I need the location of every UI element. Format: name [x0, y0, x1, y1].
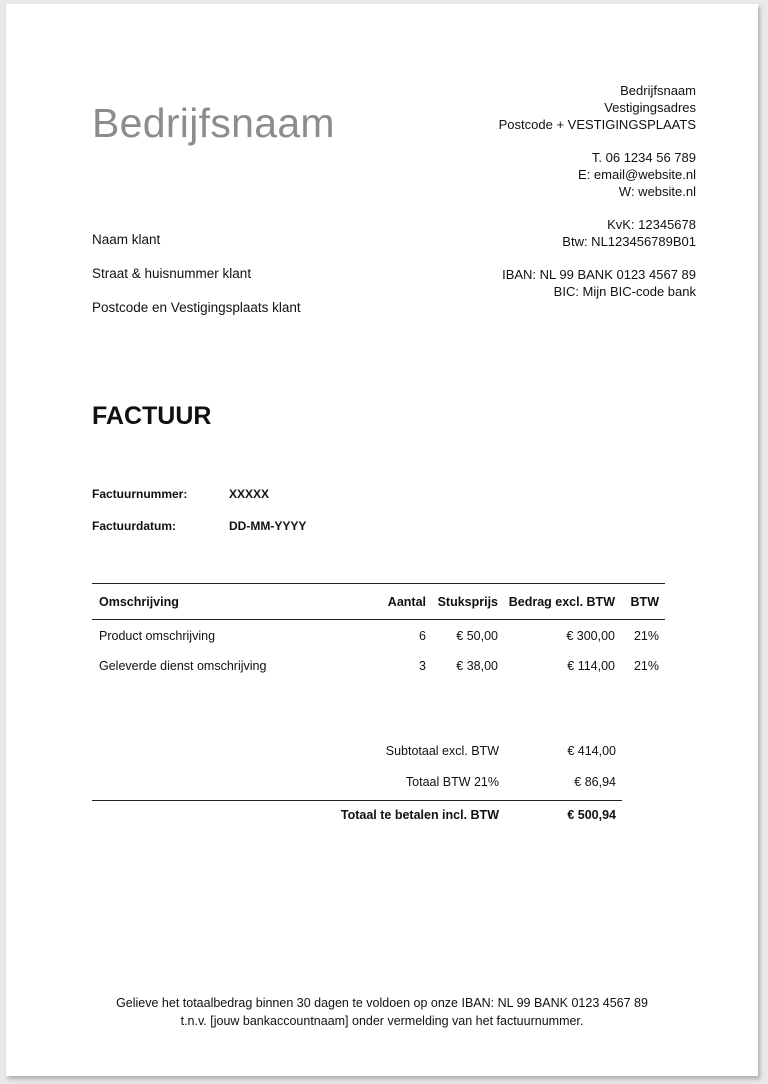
row-vat: 21% — [633, 659, 659, 673]
client-name: Naam klant — [92, 232, 161, 247]
header-unit-price: Stuksprijs — [437, 595, 498, 609]
sender-bank — [499, 266, 696, 300]
sender-contact — [499, 149, 696, 200]
sender-address-line: Postcode + VESTIGINGSPLAATS — [498, 117, 696, 132]
row-description: Geleverde dienst omschrijving — [99, 659, 267, 673]
sender-address-line: Vestigingsadres — [604, 100, 696, 115]
totals-rule — [92, 800, 622, 801]
row-vat: 21% — [633, 629, 659, 643]
sender-address — [499, 82, 696, 133]
row-unit-price: € 50,00 — [456, 629, 498, 643]
header-vat: BTW — [630, 595, 659, 609]
sender-email: E: email@website.nl — [578, 167, 696, 182]
subtotal-value: € 414,00 — [567, 744, 616, 758]
payment-instructions-line: Gelieve het totaalbedrag binnen 30 dagen te voldoen op onze IBAN: NL 99 BANK 0123 4567 89 — [116, 996, 648, 1010]
row-description: Product omschrijving — [99, 629, 216, 643]
header-quantity: Aantal — [387, 595, 426, 609]
grand-total-value: € 500,94 — [567, 808, 616, 822]
invoice-date-label: Factuurdatum: — [92, 519, 176, 533]
sender-phone: T. 06 1234 56 789 — [591, 150, 696, 165]
header-description: Omschrijving — [99, 595, 179, 609]
row-unit-price: € 38,00 — [456, 659, 498, 673]
client-city: Postcode en Vestigingsplaats klant — [92, 300, 301, 315]
company-name: Bedrijfsnaam — [92, 100, 335, 146]
sender-address-line: Bedrijfsnaam — [620, 83, 696, 98]
invoice-page — [6, 4, 758, 1076]
header-amount: Bedrag excl. BTW — [508, 595, 615, 609]
invoice-number-value: XXXXX — [229, 487, 270, 501]
payment-instructions — [6, 994, 758, 1030]
row-amount: € 114,00 — [567, 659, 615, 673]
row-quantity: 3 — [419, 659, 426, 673]
invoice-number-label: Factuurnummer: — [92, 487, 188, 501]
grand-total-label: Totaal te betalen incl. BTW — [340, 808, 499, 822]
sender-registration — [499, 216, 696, 250]
client-street: Straat & huisnummer klant — [92, 266, 252, 281]
vat-total-value: € 86,94 — [574, 775, 616, 789]
invoice-number-row — [92, 487, 270, 501]
invoice-date-row — [92, 519, 307, 533]
table-header-rule — [92, 619, 665, 620]
sender-bic: BIC: Mijn BIC-code bank — [553, 284, 696, 299]
invoice-title: FACTUUR — [92, 402, 212, 430]
table-top-rule — [92, 583, 665, 584]
subtotal-label: Subtotaal excl. BTW — [385, 744, 499, 758]
vat-total-label: Totaal BTW 21% — [405, 775, 499, 789]
row-amount: € 300,00 — [566, 629, 615, 643]
row-quantity: 6 — [419, 629, 426, 643]
payment-instructions-line: t.n.v. [jouw bankaccountnaam] onder vermelding van het factuurnummer. — [180, 1014, 584, 1028]
client-details — [92, 232, 301, 334]
sender-details — [499, 82, 696, 300]
sender-vat-number: Btw: NL123456789B01 — [562, 234, 696, 249]
sender-iban: IBAN: NL 99 BANK 0123 4567 89 — [502, 267, 696, 282]
invoice-date-value: DD-MM-YYYY — [229, 519, 307, 533]
sender-kvk: KvK: 12345678 — [607, 217, 696, 232]
sender-website: W: website.nl — [618, 184, 696, 199]
